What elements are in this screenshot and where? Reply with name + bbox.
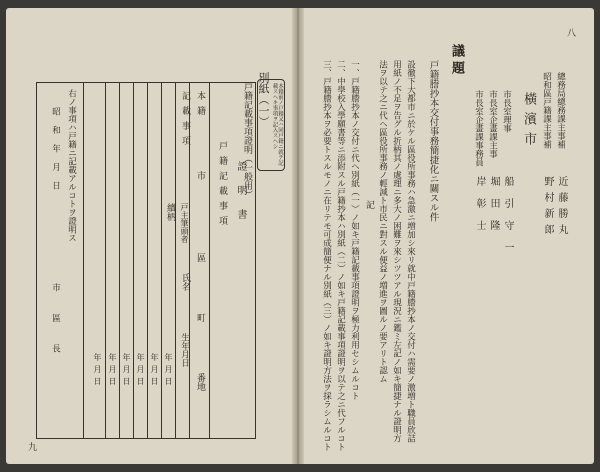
city-name: 橫濱市: [521, 92, 536, 152]
form-note: 本籍前ノ戸籍又ハ同戸籍ニ就テ記載スヘキ事項ヲ記入スヘシ: [271, 83, 283, 166]
item-line: 三、戸籍謄抄本ヲ必要トスルモノニ在リテモ可成簡便ナル別紙（三）ノ如キ證明方法ヲ採ラシムルコト: [321, 60, 332, 451]
label-seinengappi: 生年月日: [179, 333, 190, 367]
author-name: 近藤勝丸: [556, 176, 567, 240]
item-line: 一、戸籍謄抄本ノ交付ニ代ヘ別紙（一）ノ如キ戸籍記載事項證明ヲ極力利用セシムルコト: [349, 60, 360, 400]
label-banchi: 番地: [195, 373, 205, 391]
official-name: 船引守一: [502, 176, 513, 264]
page-number-right: 八: [567, 29, 577, 39]
author-title: 昭和區戸籍課主事補: [541, 72, 552, 149]
official-name: 堀田隆: [488, 176, 499, 242]
date-row: 年月日: [93, 353, 102, 389]
label-hittousha: 戸主筆頭者: [180, 203, 189, 243]
author-name: 野村新郎: [542, 176, 553, 240]
official-title: 市長室理事: [501, 90, 512, 133]
section-title: 戸籍記載事項: [217, 141, 227, 231]
label-machi: 町: [195, 313, 205, 322]
official-name: 岸彰士: [474, 176, 485, 242]
body-line: 用紙ノ不足ヲ告グル折柄其ノ處理ニ多大ノ困難ヲ來シツツアル現況ニ鑑ミ左記ノ如キ簡捷ナル證明方: [391, 60, 402, 443]
body-line: 法ヲ以テ之ニ代ヘ區役所事務ノ輕減ト市民ニ對スル便益ノ増進ヲ圖ルノ要アリト認ム: [377, 60, 388, 383]
topic-title: 戸籍謄抄本交付事務簡捷化ニ關スル件: [427, 60, 439, 222]
issue-date: 昭和年月日: [50, 107, 61, 200]
label-tsuzukigara: 續柄: [165, 203, 175, 221]
author-title: 總務局總務課主事補: [555, 72, 566, 149]
date-row: 年月日: [164, 353, 173, 389]
official-title: 市長室企畫課事務員: [473, 90, 484, 167]
date-row: 年月日: [122, 353, 131, 389]
official-title: 市長室企畫課主事: [487, 90, 498, 158]
date-row: 年月日: [136, 353, 145, 389]
date-row: 年月日: [108, 353, 117, 389]
ki-marker: 記: [364, 200, 374, 209]
signature-line: 市區長: [50, 283, 61, 375]
label-kisai-jiko: 記載事項: [180, 91, 190, 151]
form-title: 別紙（一）: [257, 72, 270, 127]
label-ku: 區: [195, 253, 205, 262]
book-gutter: [292, 8, 304, 464]
label-honseki: 本籍: [195, 91, 205, 121]
date-row: 年月日: [150, 353, 159, 389]
item-line: 二、中學校入學願書等ニ添附スル戸籍抄本ハ別紙（二）ノ如キ戸籍記載事項證明ヲ以テ之ニ代フルコト: [335, 60, 346, 451]
page-number-left: 九: [28, 443, 38, 453]
form-caption: 戸籍記載事項證明（一般用）: [242, 82, 252, 199]
heading: 議題: [449, 44, 464, 78]
proof-statement: 右ノ事項ハ戸籍ニ記載アルコトヲ證明ス: [66, 89, 77, 242]
label-shi: 市: [195, 171, 205, 180]
certificate-title: 證明書: [235, 161, 246, 233]
label-shimei: 氏名: [180, 273, 190, 291]
body-line: 設徹下大都市ニ於ケル區役所事務ハ急激ニ増加シ來リ就中戸籍謄抄本ノ交付ハ需要ノ激増ト職員欣詰: [405, 60, 416, 443]
